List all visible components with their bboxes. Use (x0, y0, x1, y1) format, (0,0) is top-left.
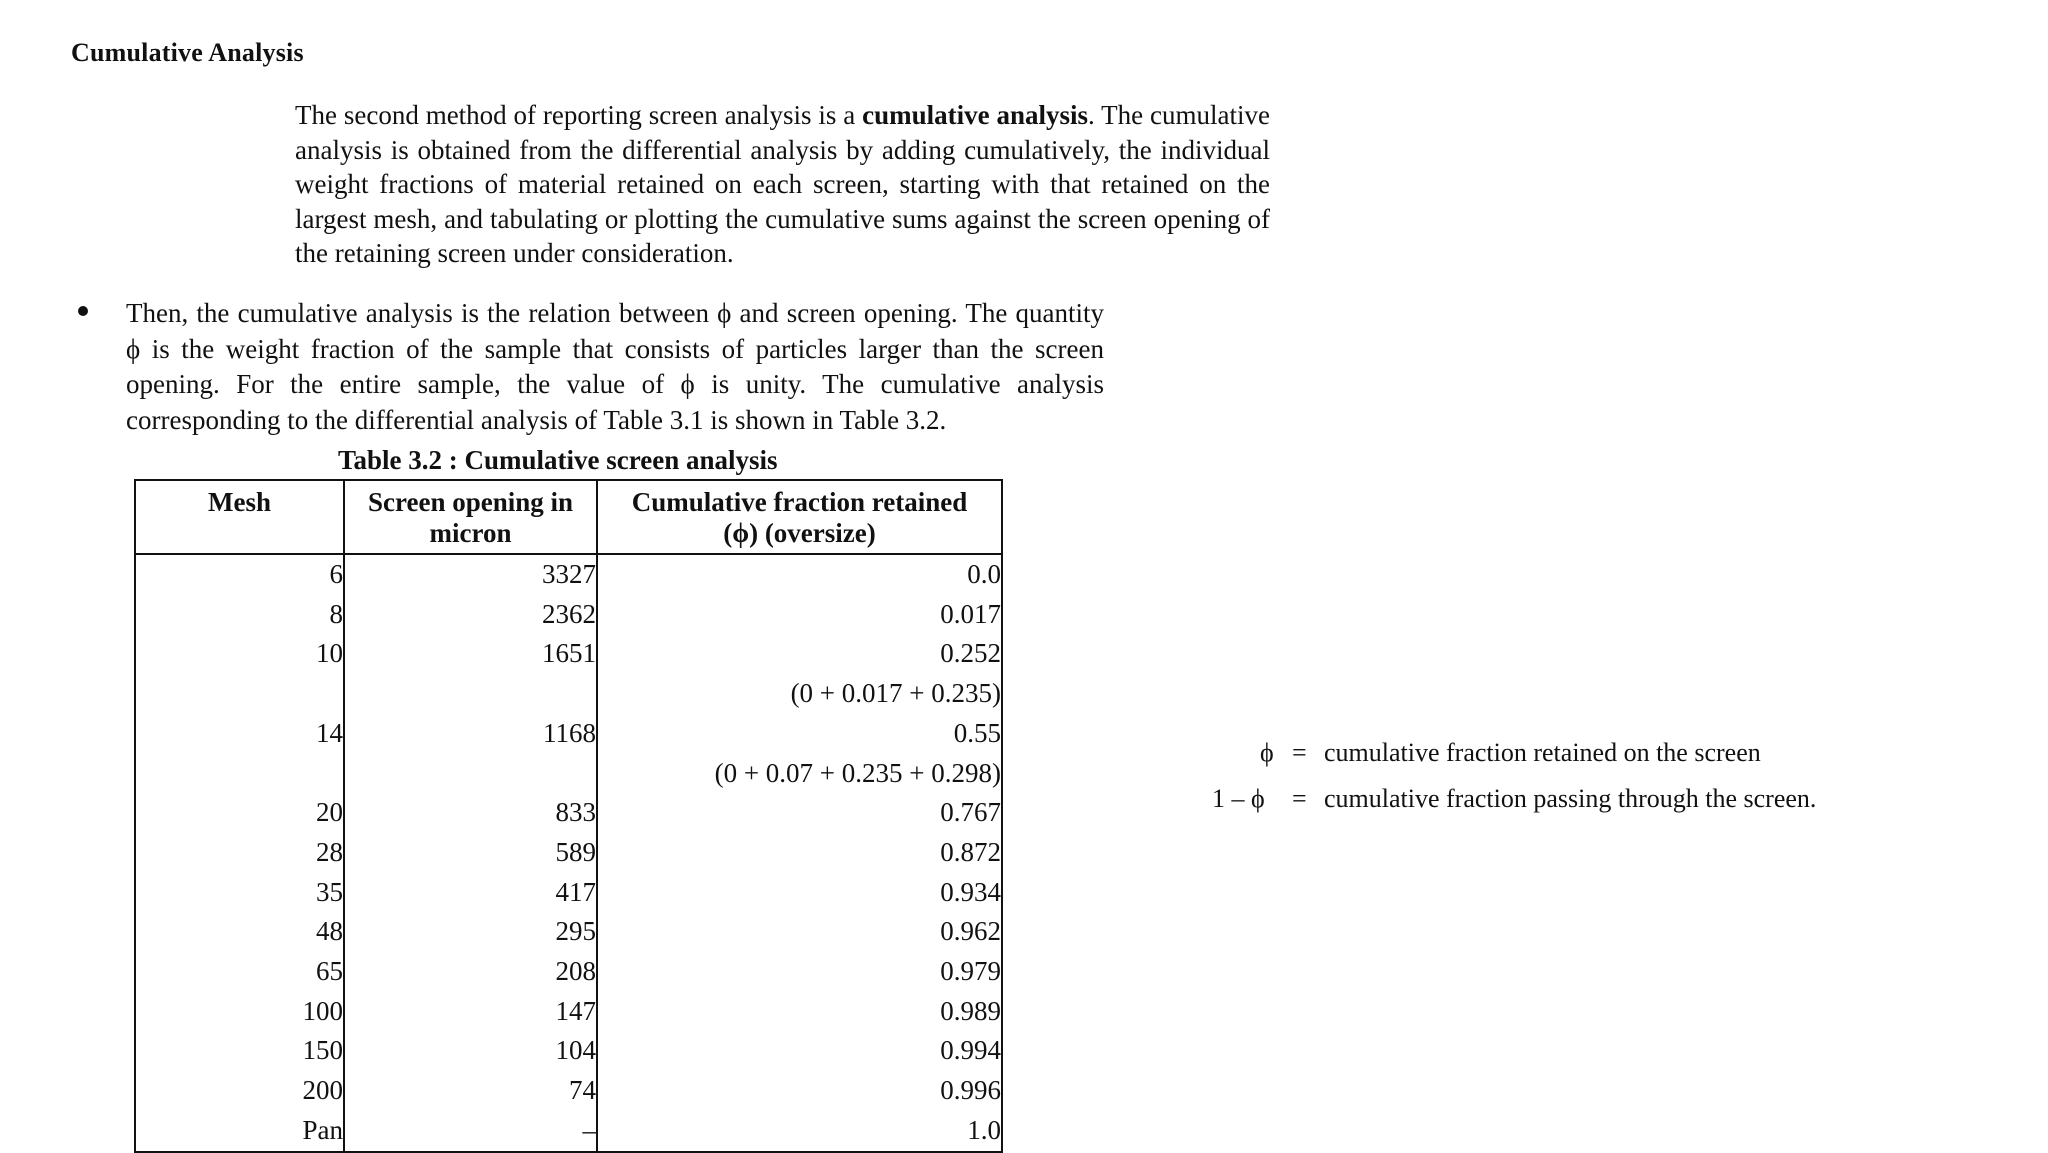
cumulative-analysis-table (134, 479, 1003, 1153)
table-row (135, 595, 1002, 635)
cell-mesh: 150 (135, 1031, 344, 1071)
table-caption: Table 3.2 : Cumulative screen analysis (338, 445, 778, 475)
cell-cumulative: (0 + 0.07 + 0.235 + 0.298) (597, 754, 1002, 794)
cell-cumulative: 0.962 (597, 912, 1002, 952)
cell-opening: 208 (344, 952, 597, 992)
bullet-text: Then, the cumulative analysis is the relation between ϕ and screen opening. The quantity ϕ is the weight fraction of the sample that consists of particles larger than the screen opening. For the entire sample, the value of ϕ is unity. The cumulative analysis corresponding to the differential analysis of Table 3.1 is shown in Table 3.2. (126, 298, 1104, 435)
cell-mesh: 6 (135, 554, 344, 595)
cell-cumulative: 0.0 (597, 554, 1002, 595)
cell-opening: 589 (344, 833, 597, 873)
cell-mesh: 65 (135, 952, 344, 992)
cell-mesh: 200 (135, 1071, 344, 1111)
cell-cumulative: 0.767 (597, 793, 1002, 833)
table-row (135, 912, 1002, 952)
cell-mesh: 35 (135, 873, 344, 913)
cell-cumulative: 0.252 (597, 634, 1002, 674)
intro-paragraph (295, 98, 1270, 271)
cell-opening: 1651 (344, 634, 597, 674)
definition-symbol: 1 – ϕ (1212, 784, 1265, 813)
cell-opening: 2362 (344, 595, 597, 635)
table-row (135, 714, 1002, 754)
table-row (135, 554, 1002, 595)
cell-mesh: Pan (135, 1111, 344, 1152)
table-row (135, 952, 1002, 992)
cell-opening (344, 754, 597, 794)
table-row (135, 1031, 1002, 1071)
table-row (135, 833, 1002, 873)
table-row (135, 754, 1002, 794)
cell-opening: 3327 (344, 554, 597, 595)
cell-opening: – (344, 1111, 597, 1152)
cell-cumulative: 0.996 (597, 1071, 1002, 1111)
cell-mesh: 48 (135, 912, 344, 952)
definition-symbol: ϕ (1260, 738, 1274, 767)
cell-mesh: 20 (135, 793, 344, 833)
definition-equals: = (1292, 784, 1307, 813)
cell-mesh: 100 (135, 992, 344, 1032)
definition-text: cumulative fraction passing through the screen. (1324, 784, 1817, 813)
table-row (135, 1111, 1002, 1152)
cell-cumulative: 0.994 (597, 1031, 1002, 1071)
definition-equals: = (1292, 738, 1307, 767)
cell-cumulative: 0.55 (597, 714, 1002, 754)
section-heading: Cumulative Analysis (71, 38, 304, 67)
paragraph-bold-term: cumulative analysis (862, 100, 1089, 130)
cell-cumulative: 0.934 (597, 873, 1002, 913)
table-row (135, 873, 1002, 913)
header-mesh: Mesh (135, 480, 344, 554)
cell-mesh (135, 674, 344, 714)
cell-cumulative: (0 + 0.017 + 0.235) (597, 674, 1002, 714)
paragraph-text-before: The second method of reporting screen analysis is a (295, 100, 863, 130)
header-cumulative-fraction: Cumulative fraction retained (ϕ) (oversize) (597, 480, 1002, 554)
table-row (135, 992, 1002, 1032)
table-row (135, 1071, 1002, 1111)
table-row (135, 674, 1002, 714)
cell-opening: 74 (344, 1071, 597, 1111)
definition-text: cumulative fraction retained on the screen (1324, 738, 1761, 767)
cell-cumulative: 0.979 (597, 952, 1002, 992)
cell-cumulative: 0.872 (597, 833, 1002, 873)
table-row (135, 793, 1002, 833)
table-header-row (135, 480, 1002, 554)
bullet-dot-icon (78, 306, 88, 316)
cell-cumulative: 0.017 (597, 595, 1002, 635)
cell-cumulative: 1.0 (597, 1111, 1002, 1152)
cell-mesh: 8 (135, 595, 344, 635)
cell-opening: 417 (344, 873, 597, 913)
cell-opening: 295 (344, 912, 597, 952)
cell-mesh: 14 (135, 714, 344, 754)
cell-opening: 104 (344, 1031, 597, 1071)
cell-opening: 1168 (344, 714, 597, 754)
cell-opening (344, 674, 597, 714)
header-screen-opening: Screen opening in micron (344, 480, 597, 554)
cell-mesh: 10 (135, 634, 344, 674)
cell-mesh (135, 754, 344, 794)
table-row (135, 634, 1002, 674)
cell-cumulative: 0.989 (597, 992, 1002, 1032)
cell-opening: 147 (344, 992, 597, 1032)
cell-opening: 833 (344, 793, 597, 833)
paragraph-text-after: . The cumulative analysis is obtained from the differential analysis by adding cumulatively, the individual weight fractions of material retained on each screen, starting with that retained on the largest mesh, and tabulating or plotting the cumulative sums against the screen opening of the retaining screen under consideration. (295, 100, 1270, 268)
cell-mesh: 28 (135, 833, 344, 873)
